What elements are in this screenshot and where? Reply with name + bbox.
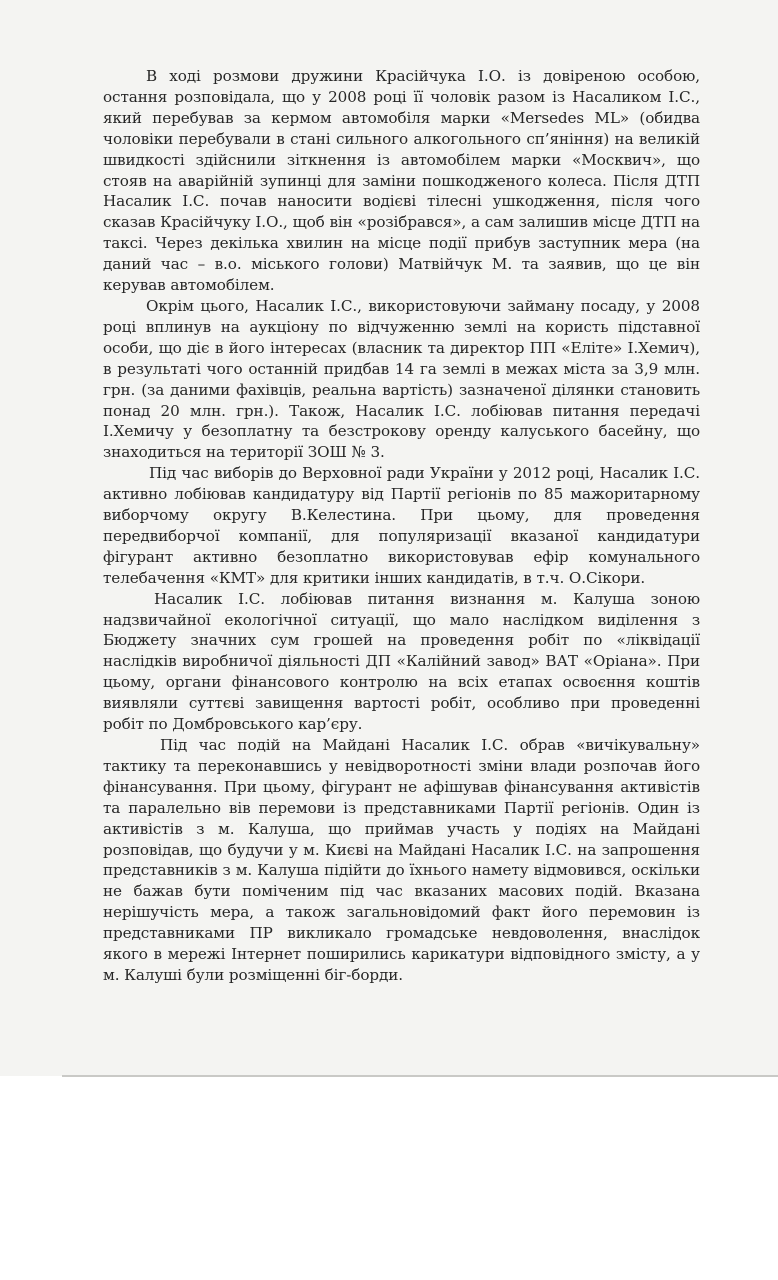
paragraph-5: Під час подій на Майдані Насалик І.С. обрав «вичікувальну» тактику та переконавшись у невідворотності зміни влади розпочав його фінансування. При цьому, фігурант не афішував фінансування активістів та паралельно вів перемови із представниками Партії регіонів. Один із активістів з м. Калуша, що приймав участь у подіях на Майдані розповідав, що будучи у м. Києві на Майдані Насалик І.С. на запрошення представників з м. Калуша підійти до їхнього намету відмовився, оскільки не бажав бути поміченим під час вказаних масових подій. Вказана нерішучість мера, а також загальновідомий факт його перемовин із представниками ПР викликало громадське невдоволення, внаслідок якого в мережі Інтернет поширились карикатури відповідного змісту, а у м. Калуші були розміщенні біг-борди. [103, 736, 700, 984]
paragraph-3: Під час виборів до Верховної ради України у 2012 році, Насалик І.С. активно лобіював кандидатуру від Партії регіонів по 85 мажоритарному виборчому округу В.Келестина. При цьому, для проведення передвиборчої компанії, для популяризації вказаної кандидатури фігурант активно безоплатно використовував ефір комунального телебачення «КМТ» для критики інших кандидатів, в т.ч. О.Сікори. [103, 464, 700, 587]
page-edge-divider [62, 1075, 778, 1077]
paragraph-2: Окрім цього, Насалик І.С., використовуючи займану посаду, у 2008 році вплинув на аукціону по відчуженню землі на користь підставної особи, що діє в його інтересах (власник та директор ПП «Еліте» І.Хемич), в результаті чого останній придбав 14 га землі в межах міста за 3,9 млн. грн. (за даними фахівців, реальна вартість) зазначеної ділянки становить понад 20 млн. грн.). Також, Насалик І.С. лобіював питання передачі І.Хемичу у безоплатну та безстрокову оренду калуського басейну, що знаходиться на території ЗОШ № 3. [103, 296, 700, 462]
paragraph-1: В ході розмови дружини Красійчука І.О. із довіреною особою, остання розповідала, що у 2008 році її чоловік разом із Насаликом І.С., який перебував за кермом автомобіля марки «Mersedes ML» (обидва чоловіки перебували в стані сильного алкогольного сп’яніння) на великій швидкості здійснили зіткнення із автомобілем марки «Москвич», що стояв на аварійній зупинці для заміни пошкодженого колеса. Після ДТП Насалик І.С. почав наносити водієві тілесні ушкодження, після чого сказав Красійчуку І.О., щоб він «розібрався», а сам залишив місце ДТП на таксі. Через декілька хвилин на місце події прибув заступник мера (на даний час – в.о. міського голови) Матвійчук М. та заявив, що це він керував автомобілем. [103, 67, 700, 295]
document-body [103, 66, 700, 986]
paragraph-4: Насалик І.С. лобіював питання визнання м. Калуша зоною надзвичайної екологічної ситуації, що мало наслідком виділення з Бюджету значних сум грошей на проведення робіт по «ліквідації наслідків виробничої діяльності ДП «Калійний завод» ВАТ «Оріана». При цьому, органи фінансового контролю на всіх етапах освоєння коштів виявляли суттєві завищення вартості робіт, особливо при проведенні робіт по Домбровського кар’єру. [103, 589, 700, 734]
